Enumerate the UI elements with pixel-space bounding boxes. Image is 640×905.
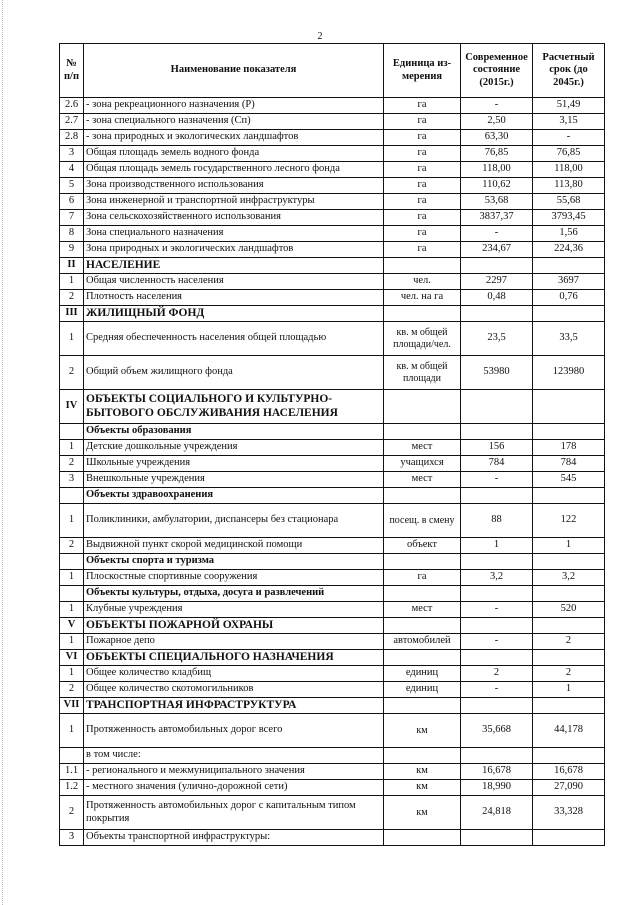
- row-num: 9: [60, 242, 84, 258]
- row-num: [60, 586, 84, 602]
- row-future: 545: [533, 472, 605, 488]
- table-row: [60, 570, 605, 586]
- row-current: 63,30: [461, 130, 533, 146]
- row-future: [533, 748, 605, 764]
- row-future: 27,090: [533, 780, 605, 796]
- row-name: ОБЪЕКТЫ СПЕЦИАЛЬНОГО НАЗНАЧЕНИЯ: [84, 650, 384, 666]
- row-future: 55,68: [533, 194, 605, 210]
- row-current: 16,678: [461, 764, 533, 780]
- row-future: 33,328: [533, 796, 605, 830]
- row-num: 4: [60, 162, 84, 178]
- row-unit: [384, 258, 461, 274]
- row-future: 224,36: [533, 242, 605, 258]
- row-name: - зона рекреационного назначения (Р): [84, 98, 384, 114]
- row-current: 156: [461, 440, 533, 456]
- row-num: 2: [60, 356, 84, 390]
- row-future: 1: [533, 682, 605, 698]
- row-future: 44,178: [533, 714, 605, 748]
- row-name: Средняя обеспеченность населения общей площадью: [84, 322, 384, 356]
- row-future: [533, 650, 605, 666]
- row-unit: чел. на га: [384, 290, 461, 306]
- table-row: [60, 242, 605, 258]
- row-name: ОБЪЕКТЫ СОЦИАЛЬНОГО И КУЛЬТУРНО-БЫТОВОГО ОБСЛУЖИВАНИЯ НАСЕЛЕНИЯ: [84, 390, 384, 424]
- row-current: [461, 586, 533, 602]
- header-future: Расчетный срок (до 2045г.): [533, 44, 605, 98]
- row-name: Протяженность автомобильных дорог всего: [84, 714, 384, 748]
- row-unit: га: [384, 226, 461, 242]
- row-future: 784: [533, 456, 605, 472]
- row-future: 178: [533, 440, 605, 456]
- row-name: Объекты образования: [84, 424, 384, 440]
- section-row: [60, 698, 605, 714]
- table-row: [60, 682, 605, 698]
- row-unit: мест: [384, 472, 461, 488]
- row-num: [60, 424, 84, 440]
- row-unit: га: [384, 210, 461, 226]
- row-future: 51,49: [533, 98, 605, 114]
- row-unit: га: [384, 162, 461, 178]
- row-name: Поликлиники, амбулатории, диспансеры без стационара: [84, 504, 384, 538]
- row-num: 1: [60, 714, 84, 748]
- row-num: 1: [60, 602, 84, 618]
- row-num: VII: [60, 698, 84, 714]
- row-name: в том числе:: [84, 748, 384, 764]
- row-name: ОБЪЕКТЫ ПОЖАРНОЙ ОХРАНЫ: [84, 618, 384, 634]
- row-future: 1,56: [533, 226, 605, 242]
- row-num: [60, 748, 84, 764]
- row-current: [461, 650, 533, 666]
- row-current: [461, 748, 533, 764]
- row-name: - зона природных и экологических ландшафтов: [84, 130, 384, 146]
- row-num: 1: [60, 570, 84, 586]
- row-num: 1: [60, 666, 84, 682]
- row-future: 3,2: [533, 570, 605, 586]
- row-unit: [384, 554, 461, 570]
- row-future: [533, 830, 605, 846]
- table-row: [60, 830, 605, 846]
- row-name: Общая площадь земель водного фонда: [84, 146, 384, 162]
- row-num: 8: [60, 226, 84, 242]
- row-unit: единиц: [384, 666, 461, 682]
- row-future: [533, 554, 605, 570]
- row-current: 3,2: [461, 570, 533, 586]
- row-future: 3793,45: [533, 210, 605, 226]
- table-row: [60, 504, 605, 538]
- row-num: 3: [60, 146, 84, 162]
- row-unit: га: [384, 178, 461, 194]
- table-header-row: [60, 44, 605, 98]
- section-row: [60, 390, 605, 424]
- row-name: Выдвижной пункт скорой медицинской помощи: [84, 538, 384, 554]
- row-unit: [384, 390, 461, 424]
- table-row: [60, 98, 605, 114]
- row-future: -: [533, 130, 605, 146]
- row-num: 3: [60, 830, 84, 846]
- table-row: [60, 602, 605, 618]
- row-name: Общее количество скотомогильников: [84, 682, 384, 698]
- row-num: 2: [60, 290, 84, 306]
- row-name: Объекты транспортной инфраструктуры:: [84, 830, 384, 846]
- row-current: 234,67: [461, 242, 533, 258]
- table-row: [60, 538, 605, 554]
- row-current: 0,48: [461, 290, 533, 306]
- table-row: [60, 146, 605, 162]
- row-current: 3837,37: [461, 210, 533, 226]
- row-unit: [384, 830, 461, 846]
- table-row: [60, 456, 605, 472]
- row-current: [461, 618, 533, 634]
- table-row: [60, 274, 605, 290]
- row-current: [461, 424, 533, 440]
- row-name: ЖИЛИЩНЫЙ ФОНД: [84, 306, 384, 322]
- row-future: 2: [533, 666, 605, 682]
- row-unit: мест: [384, 602, 461, 618]
- row-name: Зона инженерной и транспортной инфраструктуры: [84, 194, 384, 210]
- row-name: - зона специального назначения (Сп): [84, 114, 384, 130]
- row-unit: га: [384, 130, 461, 146]
- row-unit: км: [384, 764, 461, 780]
- table-row: [60, 748, 605, 764]
- row-name: Объекты здравоохранения: [84, 488, 384, 504]
- row-num: 1.2: [60, 780, 84, 796]
- row-unit: единиц: [384, 682, 461, 698]
- row-num: II: [60, 258, 84, 274]
- row-name: - регионального и межмуниципального значения: [84, 764, 384, 780]
- section-row: [60, 258, 605, 274]
- row-current: -: [461, 634, 533, 650]
- row-future: 3697: [533, 274, 605, 290]
- row-num: IV: [60, 390, 84, 424]
- subsection-row: [60, 424, 605, 440]
- row-num: [60, 554, 84, 570]
- row-num: 2: [60, 538, 84, 554]
- row-name: - местного значения (улично-дорожной сети): [84, 780, 384, 796]
- row-unit: [384, 488, 461, 504]
- row-name: Школьные учреждения: [84, 456, 384, 472]
- row-future: 122: [533, 504, 605, 538]
- row-future: [533, 306, 605, 322]
- row-unit: [384, 424, 461, 440]
- row-num: 7: [60, 210, 84, 226]
- page-number: 2: [317, 31, 323, 42]
- row-unit: га: [384, 570, 461, 586]
- row-current: 53980: [461, 356, 533, 390]
- table-row: [60, 226, 605, 242]
- row-num: [60, 488, 84, 504]
- row-unit: [384, 306, 461, 322]
- table-row: [60, 210, 605, 226]
- table-row: [60, 440, 605, 456]
- row-current: 35,668: [461, 714, 533, 748]
- row-unit: кв. м общей площади/чел.: [384, 322, 461, 356]
- row-unit: км: [384, 780, 461, 796]
- row-name: Плоскостные спортивные сооружения: [84, 570, 384, 586]
- row-num: 1: [60, 504, 84, 538]
- row-current: -: [461, 602, 533, 618]
- row-future: [533, 698, 605, 714]
- row-unit: га: [384, 98, 461, 114]
- row-future: 123980: [533, 356, 605, 390]
- row-current: [461, 698, 533, 714]
- row-unit: [384, 748, 461, 764]
- indicators-table: [59, 43, 605, 846]
- row-current: 18,990: [461, 780, 533, 796]
- row-name: Пожарное депо: [84, 634, 384, 650]
- row-current: [461, 554, 533, 570]
- row-num: 1: [60, 274, 84, 290]
- section-row: [60, 618, 605, 634]
- row-unit: га: [384, 114, 461, 130]
- table-row: [60, 322, 605, 356]
- row-future: [533, 424, 605, 440]
- table-row: [60, 130, 605, 146]
- row-current: -: [461, 98, 533, 114]
- row-current: 53,68: [461, 194, 533, 210]
- row-unit: га: [384, 194, 461, 210]
- row-future: [533, 488, 605, 504]
- row-current: [461, 830, 533, 846]
- row-num: 2.6: [60, 98, 84, 114]
- row-name: Протяженность автомобильных дорог с капитальным типом покрытия: [84, 796, 384, 830]
- row-current: 23,5: [461, 322, 533, 356]
- table-row: [60, 764, 605, 780]
- table-row: [60, 194, 605, 210]
- row-future: [533, 586, 605, 602]
- row-name: Зона производственного использования: [84, 178, 384, 194]
- subsection-row: [60, 554, 605, 570]
- row-unit: посещ. в смену: [384, 504, 461, 538]
- row-current: 110,62: [461, 178, 533, 194]
- row-name: Внешкольные учреждения: [84, 472, 384, 488]
- row-num: 1: [60, 322, 84, 356]
- row-name: Общая площадь земель государственного лесного фонда: [84, 162, 384, 178]
- row-current: 24,818: [461, 796, 533, 830]
- header-num: № п/п: [60, 44, 84, 98]
- row-current: 784: [461, 456, 533, 472]
- section-row: [60, 650, 605, 666]
- row-name: Общая численность населения: [84, 274, 384, 290]
- row-future: 0,76: [533, 290, 605, 306]
- table-row: [60, 290, 605, 306]
- row-current: 88: [461, 504, 533, 538]
- row-current: -: [461, 682, 533, 698]
- table-row: [60, 162, 605, 178]
- row-future: 1: [533, 538, 605, 554]
- row-current: 118,00: [461, 162, 533, 178]
- row-num: 5: [60, 178, 84, 194]
- table-row: [60, 472, 605, 488]
- row-unit: объект: [384, 538, 461, 554]
- row-num: III: [60, 306, 84, 322]
- row-name: Плотность населения: [84, 290, 384, 306]
- row-unit: га: [384, 242, 461, 258]
- row-num: 2.7: [60, 114, 84, 130]
- row-unit: автомобилей: [384, 634, 461, 650]
- row-unit: км: [384, 796, 461, 830]
- table-row: [60, 666, 605, 682]
- row-future: [533, 258, 605, 274]
- row-future: [533, 390, 605, 424]
- row-name: Клубные учреждения: [84, 602, 384, 618]
- row-num: 1: [60, 440, 84, 456]
- table-row: [60, 780, 605, 796]
- subsection-row: [60, 488, 605, 504]
- table-row: [60, 114, 605, 130]
- row-future: [533, 618, 605, 634]
- row-unit: [384, 586, 461, 602]
- row-num: 2.8: [60, 130, 84, 146]
- row-current: -: [461, 472, 533, 488]
- row-future: 3,15: [533, 114, 605, 130]
- section-row: [60, 306, 605, 322]
- row-future: 113,80: [533, 178, 605, 194]
- row-num: 1.1: [60, 764, 84, 780]
- page-edge-mark: [2, 0, 3, 905]
- table-row: [60, 796, 605, 830]
- header-current: Современное состояние (2015г.): [461, 44, 533, 98]
- row-unit: [384, 698, 461, 714]
- row-num: 2: [60, 796, 84, 830]
- row-current: [461, 488, 533, 504]
- row-name: Зона природных и экологических ландшафтов: [84, 242, 384, 258]
- table-row: [60, 356, 605, 390]
- row-name: Общий объем жилищного фонда: [84, 356, 384, 390]
- row-num: 3: [60, 472, 84, 488]
- table-body: [60, 98, 605, 846]
- row-unit: кв. м общей площади: [384, 356, 461, 390]
- row-future: 118,00: [533, 162, 605, 178]
- row-current: 76,85: [461, 146, 533, 162]
- row-name: НАСЕЛЕНИЕ: [84, 258, 384, 274]
- row-name: Объекты культуры, отдыха, досуга и развлечений: [84, 586, 384, 602]
- row-num: VI: [60, 650, 84, 666]
- row-unit: га: [384, 146, 461, 162]
- row-num: V: [60, 618, 84, 634]
- table-row: [60, 634, 605, 650]
- row-name: Зона специального назначения: [84, 226, 384, 242]
- row-unit: мест: [384, 440, 461, 456]
- row-future: 520: [533, 602, 605, 618]
- row-current: 2,50: [461, 114, 533, 130]
- row-current: -: [461, 226, 533, 242]
- subsection-row: [60, 586, 605, 602]
- row-future: 2: [533, 634, 605, 650]
- row-unit: км: [384, 714, 461, 748]
- row-num: 1: [60, 634, 84, 650]
- row-current: [461, 258, 533, 274]
- row-unit: учащихся: [384, 456, 461, 472]
- row-name: Детские дошкольные учреждения: [84, 440, 384, 456]
- row-future: 76,85: [533, 146, 605, 162]
- row-current: 2: [461, 666, 533, 682]
- row-future: 16,678: [533, 764, 605, 780]
- row-future: 33,5: [533, 322, 605, 356]
- header-name: Наименование показателя: [84, 44, 384, 98]
- row-unit: [384, 650, 461, 666]
- row-num: 2: [60, 682, 84, 698]
- table-row: [60, 714, 605, 748]
- row-current: [461, 390, 533, 424]
- table-row: [60, 178, 605, 194]
- header-unit: Единица из-мерения: [384, 44, 461, 98]
- row-current: 1: [461, 538, 533, 554]
- row-current: 2297: [461, 274, 533, 290]
- row-name: Объекты спорта и туризма: [84, 554, 384, 570]
- row-current: [461, 306, 533, 322]
- row-unit: чел.: [384, 274, 461, 290]
- row-num: 6: [60, 194, 84, 210]
- row-name: ТРАНСПОРТНАЯ ИНФРАСТРУКТУРА: [84, 698, 384, 714]
- row-num: 2: [60, 456, 84, 472]
- row-name: Общее количество кладбищ: [84, 666, 384, 682]
- row-name: Зона сельскохозяйственного использования: [84, 210, 384, 226]
- row-unit: [384, 618, 461, 634]
